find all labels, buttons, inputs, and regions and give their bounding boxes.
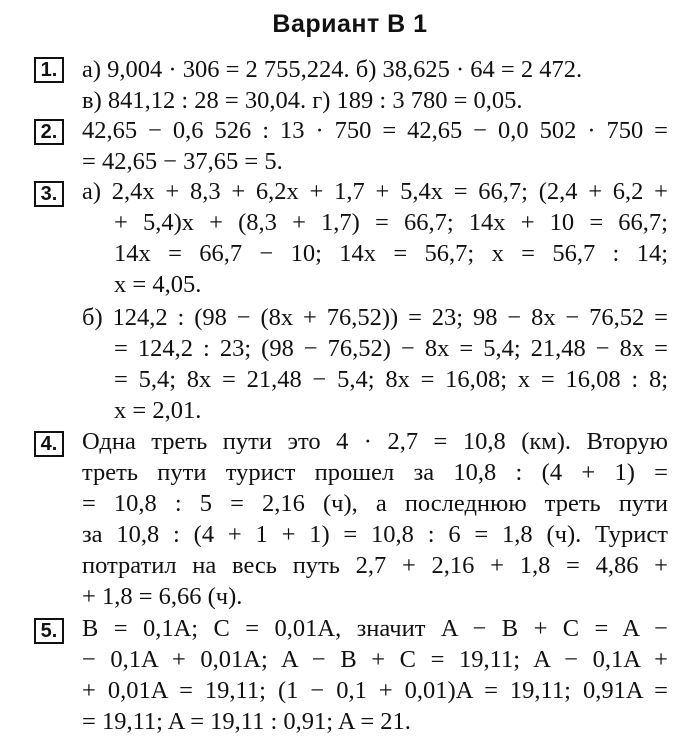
problem-3b-line-2: = 124,2 : 23; (98 − 76,52) − 8x = 5,4; 21,48 − 8x =: [114, 335, 668, 362]
problem-1-line-2: в) 841,12 : 28 = 30,04. г) 189 : 3 780 = 0,05.: [82, 87, 523, 114]
problem-4-line-6: + 1,8 = 6,66 (ч).: [82, 583, 243, 610]
problem-5-line-1: B = 0,1A; C = 0,01A, значит A − B + C = A −: [82, 615, 668, 642]
problem-number-2: 2.: [34, 119, 64, 145]
problem-number-1: 1.: [34, 57, 64, 83]
problem-5-line-3: + 0,01A = 19,11; (1 − 0,1 + 0,01)A = 19,11; 0,91A =: [82, 677, 668, 704]
page-title: Вариант В 1: [272, 10, 428, 38]
problem-3a-line-2: + 5,4)x + (8,3 + 1,7) = 66,7; 14x + 10 = 66,7;: [114, 209, 668, 236]
problem-number-5: 5.: [34, 618, 64, 644]
problem-number-4: 4.: [34, 431, 64, 457]
problem-3b-line-4: x = 2,01.: [114, 397, 202, 424]
problem-number-3: 3.: [34, 181, 64, 207]
problem-5-line-2: − 0,1A + 0,01A; A − B + C = 19,11; A − 0,1A +: [82, 646, 668, 673]
problem-3b-line-3: = 5,4; 8x = 21,48 − 5,4; 8x = 16,08; x = 16,08 : 8;: [114, 366, 668, 393]
problem-3b-line-1: б) 124,2 : (98 − (8x + 76,52)) = 23; 98 − 8x − 76,52 =: [82, 304, 668, 331]
problem-1-line-1: а) 9,004 · 306 = 2 755,224. б) 38,625 · 64 = 2 472.: [82, 56, 583, 83]
problem-4-line-5: потратил на весь путь 2,7 + 2,16 + 1,8 = 4,86 +: [82, 552, 668, 579]
problem-2-line-1: 42,65 − 0,6 526 : 13 · 750 = 42,65 − 0,0 502 · 750 =: [82, 117, 668, 144]
problem-5-line-4: = 19,11; A = 19,11 : 0,91; A = 21.: [82, 708, 411, 735]
problem-3a-line-4: x = 4,05.: [114, 271, 202, 298]
problem-3a-line-1: а) 2,4x + 8,3 + 6,2x + 1,7 + 5,4x = 66,7; (2,4 + 6,2 +: [82, 178, 668, 205]
problem-4-line-2: треть пути турист прошел за 10,8 : (4 + 1) =: [82, 459, 668, 486]
problem-2-line-2: = 42,65 − 37,65 = 5.: [82, 148, 283, 175]
problem-4-line-1: Одна треть пути это 4 · 2,7 = 10,8 (км). Вторую: [82, 428, 668, 455]
problem-3a-line-3: 14x = 66,7 − 10; 14x = 56,7; x = 56,7 : 14;: [114, 240, 668, 267]
problem-4-line-4: за 10,8 : (4 + 1 + 1) = 10,8 : 6 = 1,8 (ч). Турист: [82, 521, 668, 548]
problem-4-line-3: = 10,8 : 5 = 2,16 (ч), а последнюю треть пути: [82, 490, 668, 517]
